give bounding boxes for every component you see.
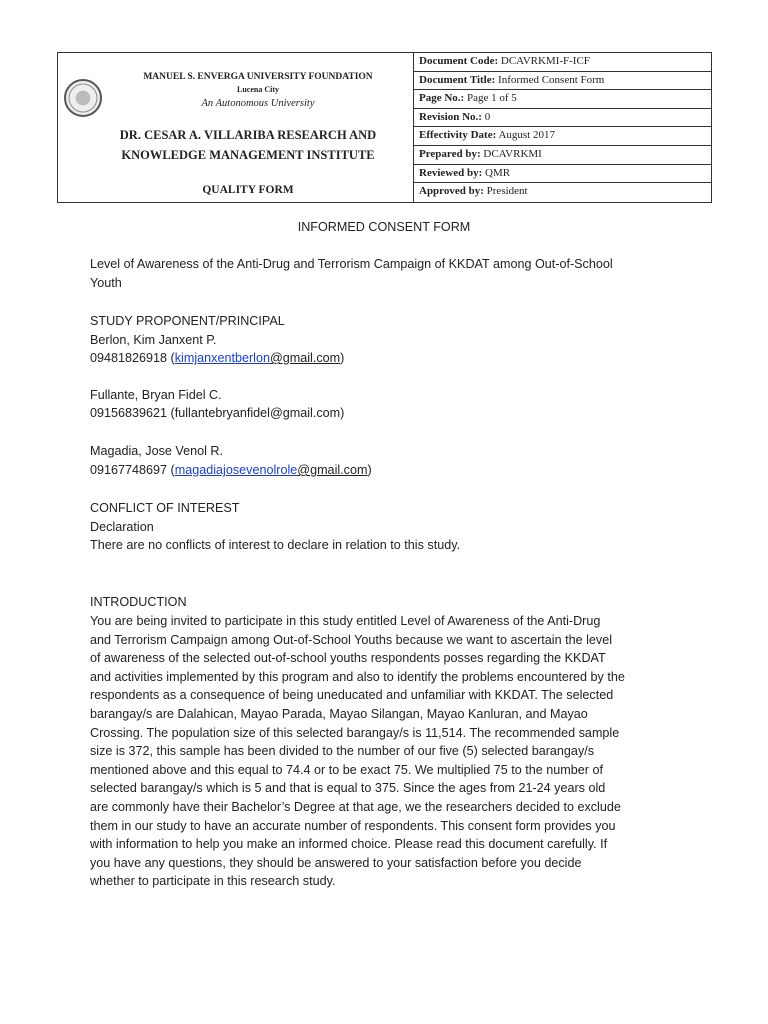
info-row	[414, 127, 711, 146]
info-row	[414, 72, 711, 91]
university-seal-icon	[64, 79, 102, 117]
introduction-line: you have any questions, they should be answered to your satisfaction before you decide	[90, 855, 582, 870]
field-value: DCAVRKMI-F-ICF	[500, 55, 590, 67]
proponent-contact: 09156839621 (fullantebryanfidel@gmail.com)	[90, 406, 345, 420]
introduction-line: Crossing. The population size of this selected barangay/s is 11,514. The recommended sample	[90, 725, 620, 740]
field-label: Prepared by:	[419, 147, 481, 160]
university-name: MANUEL S. ENVERGA UNIVERSITY FOUNDATION	[143, 72, 373, 82]
email-link[interactable]: magadiajosevenolrole	[174, 463, 298, 477]
institute-line-2: KNOWLEDGE MANAGEMENT INSTITUTE	[121, 148, 375, 162]
field-value: Page 1 of 5	[466, 92, 517, 105]
field-value: Informed Consent Form	[498, 73, 605, 86]
info-row	[414, 146, 711, 165]
study-title-line: Youth	[90, 276, 122, 290]
introduction-line: You are being invited to participate in this study entitled Level of Awareness of the Anti-Drug	[90, 614, 601, 628]
introduction-line: barangay/s are Dalahican, Mayao Parada, Mayao Silangan, Mayao Kanluran, and Mayao	[90, 707, 588, 721]
tagline: An Autonomous University	[201, 98, 315, 109]
form-type: QUALITY FORM	[202, 184, 294, 196]
introduction-line: whether to participate in this research study.	[90, 874, 336, 889]
introduction-line: size is 372, this sample has been divided to the number of our five (5) selected barangay/s	[90, 744, 595, 759]
quality-form-header	[57, 52, 712, 203]
field-value: August 2017	[498, 129, 555, 142]
form-title: INFORMED CONSENT FORM	[297, 220, 471, 234]
city: Lucena City	[237, 85, 279, 94]
introduction-line: of awareness of the selected out-of-school youths respondents posses regarding the KKDAT	[90, 651, 606, 666]
field-value: 0	[484, 110, 491, 123]
study-title-line: Level of Awareness of the Anti-Drug and Terrorism Campaign of KKDAT among Out-of-School	[90, 257, 613, 271]
institute-line-1: DR. CESAR A. VILLARIBA RESEARCH AND	[119, 128, 377, 142]
institution-block	[58, 53, 414, 202]
field-label: Revision No.:	[419, 110, 482, 123]
field-value: QMR	[485, 166, 511, 179]
field-label: Page No.:	[419, 92, 465, 105]
conflict-subheading: Declaration	[90, 520, 154, 534]
proponent-contact: 09167748697 (magadiajosevenolrole@gmail.com)	[90, 463, 372, 477]
proponents-heading: STUDY PROPONENT/PRINCIPAL	[90, 314, 285, 328]
introduction-line: with information to help you make an informed choice. Please read this document carefully. If	[90, 837, 608, 852]
field-label: Reviewed by:	[419, 166, 483, 179]
proponent-contact: 09481826918 (kimjanxentberlon@gmail.com)	[90, 351, 345, 365]
info-row	[414, 165, 711, 184]
introduction-line: and Terrorism Campaign among Out-of-School Youths because we want to ascertain the level	[90, 632, 612, 647]
introduction-line: selected barangay/s which is 5 and that is equal to 375. Since the ages from 21-24 years old	[90, 781, 606, 796]
introduction-heading: INTRODUCTION	[90, 595, 187, 609]
conflict-text: There are no conflicts of interest to declare in relation to this study.	[90, 538, 461, 552]
email-link[interactable]: kimjanxentberlon	[174, 351, 270, 365]
introduction-line: respondents as a consequence of being uneducated and unfamiliar with KKDAT. The selected	[90, 688, 614, 703]
introduction-line: are commonly have their Bachelor’s Degree at that age, we the researchers decided to exclude	[90, 800, 621, 814]
field-label: Effectivity Date:	[419, 129, 497, 142]
info-row	[414, 90, 711, 109]
document-info-table	[414, 53, 711, 202]
field-value: DCAVRKMI	[483, 147, 542, 160]
field-label: Document Code:	[419, 55, 499, 67]
introduction-line: mentioned above and this equal to 74.4 or to be exact 75. We multiplied 75 to the number of	[90, 762, 603, 777]
field-label: Document Title:	[419, 73, 496, 86]
proponent-name: Fullante, Bryan Fidel C.	[90, 388, 222, 402]
field-value: President	[486, 185, 528, 198]
info-row	[414, 183, 711, 202]
info-row	[414, 53, 711, 72]
conflict-heading: CONFLICT OF INTEREST	[90, 501, 240, 515]
email-text: fullantebryanfidel	[174, 406, 270, 420]
info-row	[414, 109, 711, 128]
introduction-line: and activities implemented by this program and also to identify the problems encountered by the	[90, 669, 625, 684]
proponent-name: Magadia, Jose Venol R.	[90, 444, 224, 458]
proponent-name: Berlon, Kim Janxent P.	[90, 333, 217, 347]
introduction-line: them in our study to have an accurate number of respondents. This consent form provides you	[90, 818, 616, 833]
field-label: Approved by:	[419, 185, 484, 198]
